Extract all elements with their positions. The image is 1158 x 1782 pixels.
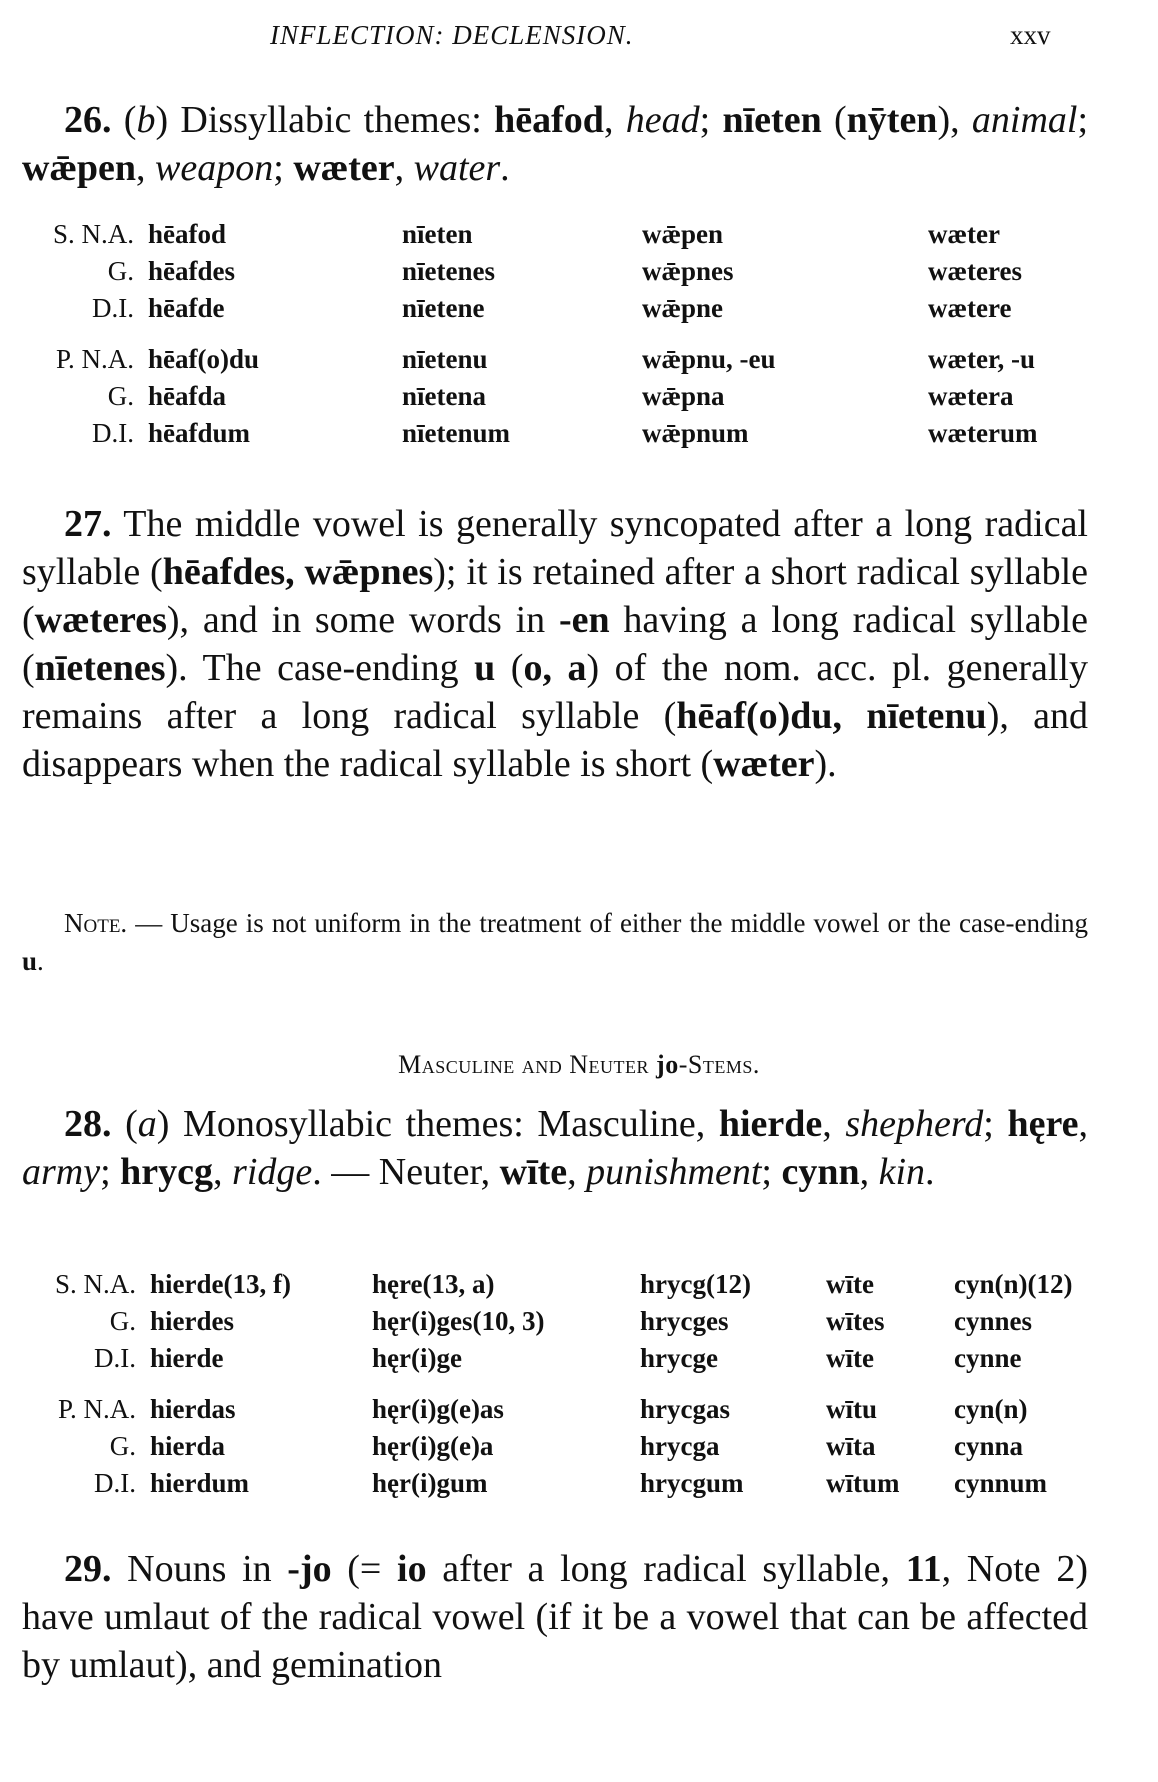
case-label: G. — [109, 1306, 136, 1336]
row-gap — [22, 327, 1128, 341]
text: ( — [495, 647, 524, 689]
form-cell: hierda — [150, 1431, 226, 1461]
form-cell: wætera — [928, 381, 1014, 411]
text: ), — [937, 99, 972, 141]
text: . — Neuter, — [312, 1151, 500, 1193]
text: ); it is retained after a short radical syllable ( — [22, 551, 1088, 641]
form-cell: wīte — [826, 1343, 874, 1373]
headword: wǣpen — [22, 147, 137, 189]
table-row — [22, 216, 1128, 253]
text: after a long radical syllable, — [426, 1548, 906, 1590]
gloss: shepherd — [845, 1103, 984, 1145]
form-cell: hrycgas — [640, 1394, 730, 1424]
form-cell: hrycga — [640, 1431, 720, 1461]
text: ) of the nom. acc. pl. generally remains after a long radical syllable ( — [22, 647, 1088, 737]
text: ( — [821, 99, 847, 141]
form-cell: hierdum — [150, 1468, 250, 1498]
form-cell: wītes — [826, 1306, 885, 1336]
table-row — [22, 1391, 1124, 1428]
gloss: punishment — [586, 1151, 762, 1193]
form: cyn(n) — [954, 1269, 1028, 1299]
form-cell: nīetena — [402, 381, 486, 411]
section-29-paragraph — [22, 1545, 1088, 1689]
text: . — [500, 147, 510, 189]
gloss: water — [413, 147, 501, 189]
text: , — [822, 1103, 846, 1145]
form-cell: nīetenum — [402, 418, 510, 448]
table-row — [22, 415, 1128, 452]
form-cell: wætere — [928, 293, 1012, 323]
form: hierde — [150, 1269, 224, 1299]
text: ( — [111, 1103, 138, 1145]
headword: hierde — [718, 1103, 823, 1145]
section-number: 28. — [64, 1103, 112, 1145]
paradigm-table-jo-stems — [22, 1266, 1124, 1502]
reference: (10, 3) — [472, 1306, 545, 1336]
text: ), and in some words in — [166, 599, 559, 641]
form-cell: hēafod — [148, 219, 227, 249]
case-label: D.I. — [92, 293, 134, 323]
cross-reference: 11 — [905, 1548, 942, 1590]
form-cell: hrycge — [640, 1343, 718, 1373]
page-number: xxv — [1010, 20, 1051, 50]
case-label: D.I. — [92, 418, 134, 448]
text: jo — [656, 1050, 679, 1079]
text: a — [137, 1103, 157, 1145]
text: b — [136, 99, 156, 141]
headword: hęre — [1007, 1103, 1079, 1145]
form-cell: hēafdum — [148, 418, 251, 448]
form-cell: wǣpnes — [642, 256, 734, 286]
headword: wīte — [499, 1151, 568, 1193]
text: . — [925, 1151, 935, 1193]
text: . — [37, 946, 44, 976]
form-cell: wīte — [826, 1269, 874, 1299]
case-label: G. — [109, 1431, 136, 1461]
form-cell: wǣpen — [642, 219, 724, 249]
form-cell: hierdes — [150, 1306, 234, 1336]
table-row — [22, 378, 1128, 415]
running-head — [0, 14, 1158, 54]
form-cell: cynnes — [954, 1306, 1033, 1336]
text: ; — [100, 1151, 121, 1193]
section-number: 26. — [64, 99, 112, 141]
text: ; — [761, 1151, 782, 1193]
form-cell: wæter, -u — [928, 344, 1035, 374]
section-heading — [0, 1050, 1158, 1080]
headword: nȳten — [846, 99, 938, 141]
example: wæteres — [34, 599, 167, 641]
text: ). — [814, 743, 837, 785]
form-cell: hęr(i)gum — [372, 1468, 488, 1498]
example: -jo — [287, 1548, 332, 1590]
form-cell — [150, 1266, 372, 1303]
example: wæter — [713, 743, 815, 785]
text: ; — [983, 1103, 1008, 1145]
row-gap — [22, 1377, 1124, 1391]
text: Nouns in — [111, 1548, 288, 1590]
form-cell: wītum — [826, 1468, 900, 1498]
form-cell — [640, 1266, 826, 1303]
section-number: 29. — [64, 1548, 112, 1590]
text: ; — [699, 99, 723, 141]
text: ( — [123, 99, 137, 141]
example: -en — [558, 599, 610, 641]
headword: hēafod — [494, 99, 604, 141]
case-label: D.I. — [94, 1343, 136, 1373]
gloss: ridge — [232, 1151, 313, 1193]
text: ) Monosyllabic themes: Masculine, — [156, 1103, 719, 1145]
text: , — [1078, 1103, 1088, 1145]
reference: (13, f) — [223, 1269, 291, 1299]
example: io — [397, 1548, 427, 1590]
table-row — [22, 290, 1128, 327]
form-cell: hēafde — [148, 293, 225, 323]
table-row — [22, 1428, 1124, 1465]
example: hēafdes, wǣpnes — [162, 551, 434, 593]
form-cell: wæterum — [928, 418, 1038, 448]
form-cell: wǣpnum — [642, 418, 749, 448]
case-label: D.I. — [94, 1468, 136, 1498]
text: ; — [273, 147, 294, 189]
form-cell: hrycges — [640, 1306, 729, 1336]
form: hęre — [372, 1269, 423, 1299]
example: nīetenes — [34, 647, 166, 689]
case-label: G. — [107, 256, 134, 286]
text: , Note 2) have umlaut of the radical vowel (if it be a vowel that can be affected by umlaut), and gemination — [22, 1548, 1088, 1686]
gloss: animal — [971, 99, 1078, 141]
form-cell: wæteres — [928, 256, 1022, 286]
text: ; — [1077, 99, 1089, 141]
example: o, a — [523, 647, 587, 689]
form-cell: nīetenes — [402, 256, 495, 286]
form-cell: hēaf(o)du — [148, 344, 260, 374]
headword: wæter — [293, 147, 395, 189]
form-cell: hęr(i)g(e)as — [372, 1394, 504, 1424]
text: , — [394, 147, 414, 189]
form-cell: wæter — [928, 219, 1000, 249]
form-cell — [954, 1266, 1124, 1303]
note-label: Note. — [64, 908, 128, 938]
case-label: S. N.A. — [54, 1269, 136, 1299]
section-28-paragraph — [22, 1100, 1088, 1196]
text: , — [136, 147, 156, 189]
form-cell — [372, 1303, 640, 1340]
form-cell: wītu — [826, 1394, 878, 1424]
gloss: kin — [878, 1151, 926, 1193]
form-cell — [372, 1266, 640, 1303]
example: hēaf(o)du, nīetenu — [676, 695, 987, 737]
case-label: P. N.A. — [55, 344, 134, 374]
table-row — [22, 1266, 1124, 1303]
reference: (12) — [1027, 1269, 1073, 1299]
case-label: P. N.A. — [57, 1394, 136, 1424]
headword: hrycg — [120, 1151, 214, 1193]
headword: nīeten — [722, 99, 822, 141]
form-cell: wǣpna — [642, 381, 725, 411]
text: (= — [331, 1548, 398, 1590]
gloss: weapon — [155, 147, 274, 189]
form-cell: cynnum — [954, 1468, 1048, 1498]
text: , — [603, 99, 626, 141]
paradigm-table-dissyllabic — [22, 216, 1128, 452]
text: ). The case-ending — [165, 647, 475, 689]
form: hęr(i)ges — [372, 1306, 473, 1336]
reference: (13, a) — [422, 1269, 495, 1299]
text: The middle vowel is generally syncopated after a long radical syllable ( — [22, 503, 1088, 593]
section-26-paragraph — [22, 96, 1088, 192]
form-cell: hierdas — [150, 1394, 236, 1424]
form-cell: hēafda — [148, 381, 227, 411]
form-cell: nīetene — [402, 293, 485, 323]
form-cell: cynne — [954, 1343, 1022, 1373]
table-row — [22, 1303, 1124, 1340]
example: u — [474, 647, 496, 689]
table-row — [22, 253, 1128, 290]
gloss: head — [625, 99, 700, 141]
table-row — [22, 341, 1128, 378]
form-cell: nīeten — [402, 219, 473, 249]
form-cell: wǣpnu, -eu — [642, 344, 776, 374]
text: ) Dissyllabic themes: — [155, 99, 495, 141]
form-cell: wǣpne — [642, 293, 724, 323]
form-cell: hēafdes — [148, 256, 235, 286]
text: Masculine and Neuter — [398, 1050, 657, 1079]
text: -Stems. — [678, 1050, 760, 1079]
text: , — [567, 1151, 587, 1193]
example: u — [22, 946, 38, 976]
form-cell: hęr(i)ge — [372, 1343, 462, 1373]
text: having a long radical syllable ( — [22, 599, 1088, 689]
text: — Usage is not uniform in the treatment of either the middle vowel or the case-ending — [127, 908, 1088, 938]
text: , — [859, 1151, 879, 1193]
running-head-title: INFLECTION: DECLENSION. — [270, 20, 634, 50]
case-label: G. — [107, 381, 134, 411]
form: hrycg — [640, 1269, 706, 1299]
form-cell: hrycgum — [640, 1468, 744, 1498]
form-cell: nīetenu — [402, 344, 488, 374]
form-cell: cyn(n) — [954, 1394, 1028, 1424]
section-27-paragraph — [22, 500, 1088, 788]
reference: (12) — [705, 1269, 751, 1299]
gloss: army — [22, 1151, 101, 1193]
form-cell: hęr(i)g(e)a — [372, 1431, 494, 1461]
text: , — [213, 1151, 233, 1193]
text: ), and disappears when the radical syllable is short ( — [22, 695, 1089, 785]
section-number: 27. — [64, 503, 112, 545]
form-cell: wīta — [826, 1431, 876, 1461]
table-row — [22, 1465, 1124, 1502]
headword: cynn — [781, 1151, 860, 1193]
form-cell: cynna — [954, 1431, 1024, 1461]
form-cell: hierde — [150, 1343, 224, 1373]
table-row — [22, 1340, 1124, 1377]
case-label: S. N.A. — [52, 219, 134, 249]
note-paragraph — [22, 904, 1088, 980]
